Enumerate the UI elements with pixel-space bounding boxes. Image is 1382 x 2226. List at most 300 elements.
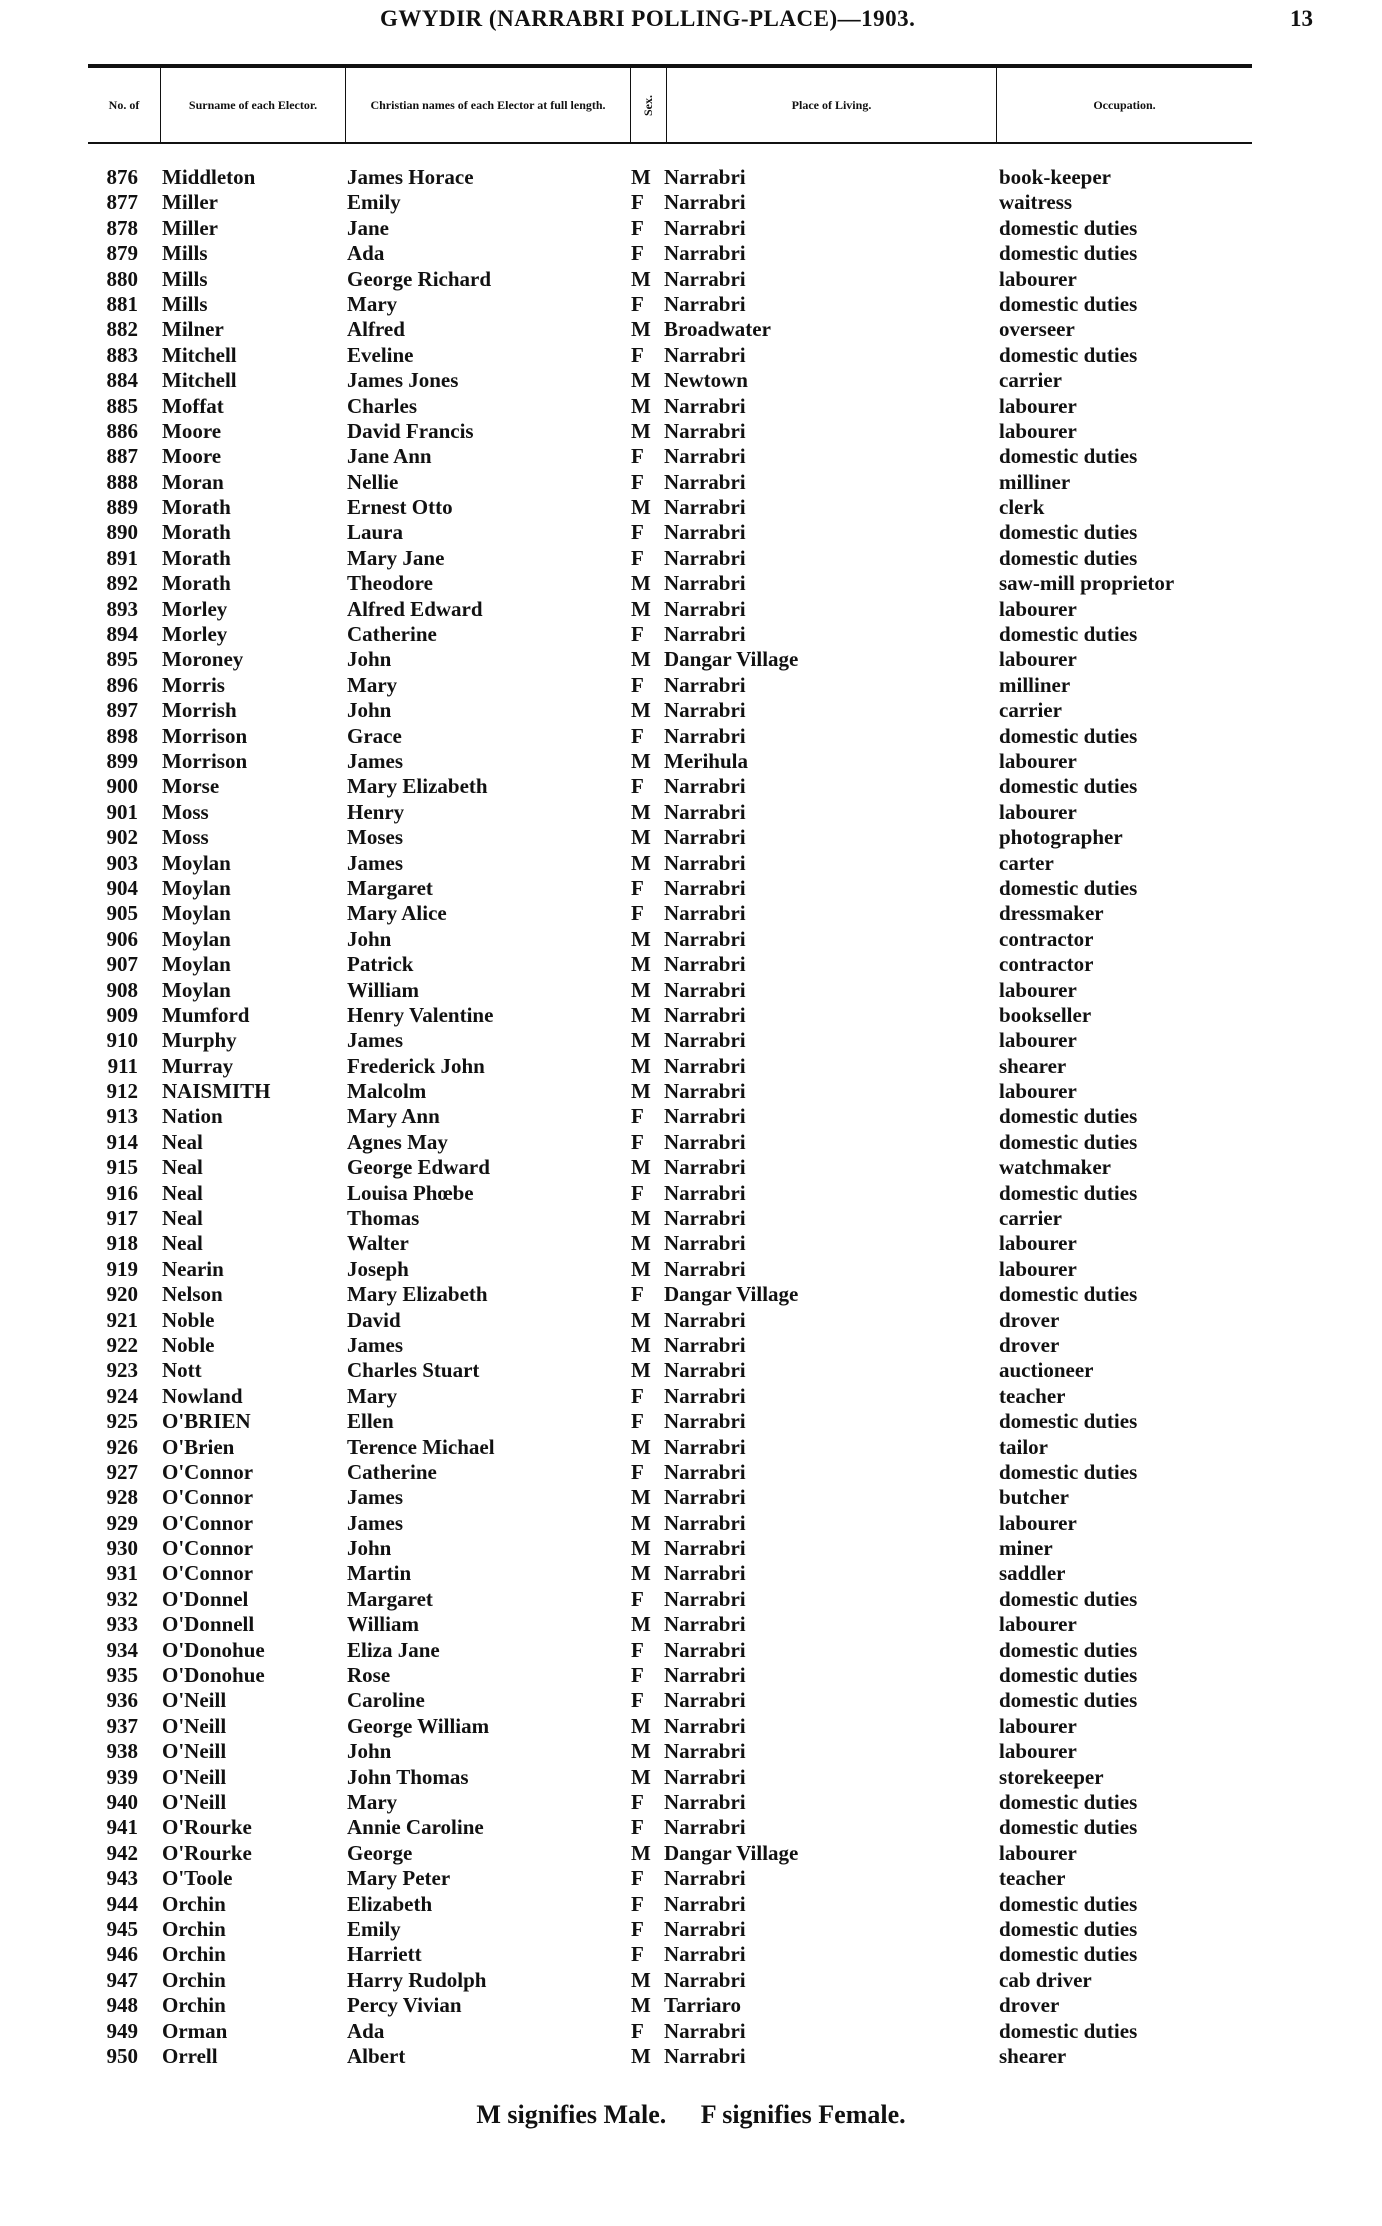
row-surname: Neal bbox=[162, 1155, 203, 1180]
row-number: 928 bbox=[106, 1485, 138, 1510]
row-place-of-living: Narrabri bbox=[664, 1790, 746, 1814]
row-place-of-living: Narrabri bbox=[664, 1206, 746, 1231]
column-header-occupation: Occupation. bbox=[996, 68, 1252, 142]
row-number: 934 bbox=[106, 1637, 138, 1662]
row-christian-names: John bbox=[347, 698, 392, 723]
row-number: 892 bbox=[106, 571, 138, 596]
row-place-of-living: Narrabri bbox=[664, 190, 746, 215]
row-sex: F bbox=[631, 1942, 644, 1967]
elector-row bbox=[0, 1485, 1382, 1510]
row-sex: F bbox=[631, 1815, 644, 1840]
row-christian-names: Terence Michael bbox=[347, 1434, 495, 1459]
row-christian-names: Nellie bbox=[347, 469, 399, 494]
row-surname: Moore bbox=[162, 444, 222, 469]
row-occupation: domestic duties bbox=[999, 1409, 1138, 1434]
elector-row bbox=[0, 1333, 1382, 1358]
row-surname: Mills bbox=[162, 266, 208, 291]
row-occupation: milliner bbox=[999, 672, 1071, 697]
row-number: 947 bbox=[106, 1967, 138, 1992]
elector-row bbox=[0, 1511, 1382, 1536]
row-sex: M bbox=[631, 165, 651, 189]
row-christian-names: Margaret bbox=[347, 875, 433, 900]
row-place-of-living: Narrabri bbox=[664, 215, 746, 240]
row-christian-names: Mary Ann bbox=[347, 1104, 440, 1129]
row-sex: M bbox=[631, 571, 651, 596]
row-occupation: domestic duties bbox=[999, 342, 1138, 367]
row-sex: M bbox=[631, 1561, 651, 1586]
row-christian-names: Jane Ann bbox=[347, 444, 432, 469]
row-christian-names: Harriett bbox=[347, 1942, 422, 1967]
row-number: 943 bbox=[106, 1866, 138, 1891]
row-occupation: auctioneer bbox=[999, 1358, 1094, 1383]
elector-row bbox=[0, 1003, 1382, 1028]
row-surname: O'Neill bbox=[162, 1713, 227, 1738]
row-surname: O'Donnell bbox=[162, 1612, 255, 1637]
row-surname: O'Connor bbox=[162, 1485, 254, 1510]
row-surname: Mitchell bbox=[162, 368, 237, 393]
row-occupation: shearer bbox=[999, 1053, 1067, 1078]
elector-row bbox=[0, 724, 1382, 749]
row-place-of-living: Narrabri bbox=[664, 291, 746, 316]
row-surname: Morley bbox=[162, 622, 228, 647]
row-christian-names: Mary Alice bbox=[347, 901, 447, 926]
row-place-of-living: Dangar Village bbox=[664, 647, 799, 672]
row-sex: F bbox=[631, 520, 644, 545]
row-christian-names: Alfred bbox=[347, 317, 405, 342]
row-occupation: domestic duties bbox=[999, 1815, 1138, 1840]
row-christian-names: Ellen bbox=[347, 1409, 394, 1434]
row-place-of-living: Narrabri bbox=[664, 1510, 746, 1535]
row-occupation: labourer bbox=[999, 1840, 1077, 1865]
row-sex: F bbox=[631, 875, 644, 900]
row-occupation: shearer bbox=[999, 2043, 1067, 2068]
row-number: 914 bbox=[106, 1129, 138, 1154]
elector-row bbox=[0, 1892, 1382, 1917]
row-place-of-living: Narrabri bbox=[664, 1459, 746, 1484]
row-sex: F bbox=[631, 1104, 644, 1129]
elector-row bbox=[0, 622, 1382, 647]
row-surname: Nott bbox=[162, 1358, 202, 1383]
row-occupation: domestic duties bbox=[999, 723, 1138, 748]
elector-row bbox=[0, 419, 1382, 444]
row-surname: Morrison bbox=[162, 748, 248, 773]
row-christian-names: Thomas bbox=[347, 1206, 420, 1231]
row-christian-names: David Francis bbox=[347, 418, 474, 443]
row-occupation: domestic duties bbox=[999, 774, 1138, 799]
row-number: 942 bbox=[106, 1840, 138, 1865]
row-surname: O'BRIEN bbox=[162, 1409, 251, 1434]
row-christian-names: George William bbox=[347, 1713, 490, 1738]
row-occupation: domestic duties bbox=[999, 520, 1138, 545]
row-christian-names: John Thomas bbox=[347, 1764, 469, 1789]
row-sex: F bbox=[631, 1459, 644, 1484]
row-number: 902 bbox=[106, 825, 138, 850]
row-occupation: domestic duties bbox=[999, 215, 1138, 240]
row-christian-names: Charles bbox=[347, 393, 417, 418]
row-christian-names: James bbox=[347, 1028, 403, 1053]
row-number: 919 bbox=[106, 1256, 138, 1281]
row-surname: O'Neill bbox=[162, 1790, 227, 1814]
row-place-of-living: Narrabri bbox=[664, 1002, 746, 1027]
elector-row bbox=[0, 1587, 1382, 1612]
row-place-of-living: Newtown bbox=[664, 368, 748, 393]
row-christian-names: Mary Peter bbox=[347, 1866, 451, 1891]
row-occupation: domestic duties bbox=[999, 1891, 1138, 1916]
row-occupation: domestic duties bbox=[999, 1459, 1138, 1484]
row-surname: Moore bbox=[162, 418, 222, 443]
row-occupation: labourer bbox=[999, 418, 1077, 443]
row-christian-names: Malcolm bbox=[347, 1079, 427, 1104]
elector-row bbox=[0, 597, 1382, 622]
elector-row bbox=[0, 520, 1382, 545]
row-number: 941 bbox=[106, 1815, 138, 1840]
row-surname: O'Neill bbox=[162, 1764, 227, 1789]
row-surname: Moylan bbox=[162, 901, 231, 926]
elector-row bbox=[0, 571, 1382, 596]
row-place-of-living: Narrabri bbox=[664, 672, 746, 697]
row-christian-names: Louisa Phœbe bbox=[347, 1180, 474, 1205]
row-surname: NAISMITH bbox=[162, 1079, 271, 1104]
row-number: 930 bbox=[106, 1536, 138, 1561]
row-number: 895 bbox=[106, 647, 138, 672]
row-occupation: domestic duties bbox=[999, 1790, 1138, 1814]
row-occupation: domestic duties bbox=[999, 1180, 1138, 1205]
elector-row bbox=[0, 1612, 1382, 1637]
row-place-of-living: Tarriaro bbox=[664, 1993, 741, 2018]
row-surname: Morrison bbox=[162, 723, 248, 748]
row-christian-names: Annie Caroline bbox=[347, 1815, 484, 1840]
row-sex: M bbox=[631, 647, 651, 672]
row-place-of-living: Narrabri bbox=[664, 495, 746, 520]
row-sex: F bbox=[631, 1790, 644, 1814]
row-occupation: drover bbox=[999, 1332, 1060, 1357]
row-occupation: domestic duties bbox=[999, 291, 1138, 316]
row-christian-names: James Horace bbox=[347, 165, 474, 189]
row-christian-names: James bbox=[347, 1510, 403, 1535]
row-number: 912 bbox=[106, 1079, 138, 1104]
row-number: 896 bbox=[106, 672, 138, 697]
row-occupation: teacher bbox=[999, 1383, 1066, 1408]
row-surname: O'Rourke bbox=[162, 1840, 252, 1865]
elector-row bbox=[0, 368, 1382, 393]
row-number: 933 bbox=[106, 1612, 138, 1637]
row-number: 926 bbox=[106, 1434, 138, 1459]
row-number: 889 bbox=[106, 495, 138, 520]
row-sex: M bbox=[631, 1002, 651, 1027]
row-number: 927 bbox=[106, 1459, 138, 1484]
row-sex: F bbox=[631, 1409, 644, 1434]
row-number: 910 bbox=[106, 1028, 138, 1053]
page-header bbox=[0, 6, 1382, 36]
row-christian-names: Jane bbox=[347, 215, 389, 240]
row-sex: M bbox=[631, 317, 651, 342]
row-number: 918 bbox=[106, 1231, 138, 1256]
row-surname: O'Neill bbox=[162, 1739, 227, 1764]
elector-row bbox=[0, 1714, 1382, 1739]
elector-row bbox=[0, 952, 1382, 977]
row-surname: Orchin bbox=[162, 1942, 226, 1967]
page-title: GWYDIR (NARRABRI POLLING-PLACE)—1903. bbox=[380, 6, 916, 31]
elector-row bbox=[0, 1561, 1382, 1586]
row-occupation: photographer bbox=[999, 825, 1123, 850]
row-number: 884 bbox=[106, 368, 138, 393]
row-sex: M bbox=[631, 799, 651, 824]
row-occupation: labourer bbox=[999, 1256, 1077, 1281]
row-christian-names: Henry Valentine bbox=[347, 1002, 494, 1027]
row-place-of-living: Narrabri bbox=[664, 342, 746, 367]
row-place-of-living: Narrabri bbox=[664, 266, 746, 291]
elector-row bbox=[0, 1181, 1382, 1206]
row-place-of-living: Narrabri bbox=[664, 1129, 746, 1154]
row-surname: Orchin bbox=[162, 1993, 226, 2018]
row-occupation: domestic duties bbox=[999, 1637, 1138, 1662]
row-place-of-living: Narrabri bbox=[664, 799, 746, 824]
row-surname: Orchin bbox=[162, 1916, 226, 1941]
row-surname: Nearin bbox=[162, 1256, 224, 1281]
row-sex: M bbox=[631, 1307, 651, 1332]
row-occupation: labourer bbox=[999, 1510, 1077, 1535]
row-place-of-living: Narrabri bbox=[664, 1561, 746, 1586]
elector-row bbox=[0, 470, 1382, 495]
row-christian-names: Theodore bbox=[347, 571, 433, 596]
row-sex: M bbox=[631, 266, 651, 291]
row-occupation: butcher bbox=[999, 1485, 1069, 1510]
row-christian-names: Mary Elizabeth bbox=[347, 1282, 488, 1307]
row-christian-names: Mary bbox=[347, 1383, 398, 1408]
row-number: 904 bbox=[106, 875, 138, 900]
row-christian-names: Rose bbox=[347, 1663, 391, 1688]
row-place-of-living: Merihula bbox=[664, 748, 748, 773]
row-place-of-living: Narrabri bbox=[664, 1536, 746, 1561]
row-sex: F bbox=[631, 1891, 644, 1916]
row-surname: O'Connor bbox=[162, 1510, 254, 1535]
row-occupation: tailor bbox=[999, 1434, 1048, 1459]
row-sex: M bbox=[631, 418, 651, 443]
row-number: 938 bbox=[106, 1739, 138, 1764]
row-place-of-living: Narrabri bbox=[664, 1307, 746, 1332]
row-sex: F bbox=[631, 622, 644, 647]
elector-row bbox=[0, 800, 1382, 825]
row-number: 925 bbox=[106, 1409, 138, 1434]
row-surname: Mumford bbox=[162, 1002, 250, 1027]
elector-row bbox=[0, 2044, 1382, 2069]
row-christian-names: Mary bbox=[347, 291, 398, 316]
elector-row bbox=[0, 1435, 1382, 1460]
row-sex: F bbox=[631, 215, 644, 240]
row-surname: Moylan bbox=[162, 977, 231, 1002]
row-surname: Noble bbox=[162, 1307, 215, 1332]
row-place-of-living: Narrabri bbox=[664, 774, 746, 799]
elector-row bbox=[0, 1663, 1382, 1688]
row-number: 915 bbox=[106, 1155, 138, 1180]
row-christian-names: Elizabeth bbox=[347, 1891, 433, 1916]
row-occupation: saw-mill proprietor bbox=[999, 571, 1175, 596]
row-place-of-living: Narrabri bbox=[664, 165, 746, 189]
elector-row bbox=[0, 1638, 1382, 1663]
row-sex: F bbox=[631, 1586, 644, 1611]
row-sex: M bbox=[631, 1332, 651, 1357]
row-place-of-living: Narrabri bbox=[664, 1485, 746, 1510]
row-occupation: clerk bbox=[999, 495, 1045, 520]
row-number: 878 bbox=[106, 215, 138, 240]
row-sex: F bbox=[631, 1637, 644, 1662]
row-sex: M bbox=[631, 825, 651, 850]
row-place-of-living: Narrabri bbox=[664, 723, 746, 748]
row-surname: Morath bbox=[162, 545, 231, 570]
row-occupation: overseer bbox=[999, 317, 1075, 342]
row-surname: Neal bbox=[162, 1231, 203, 1256]
row-christian-names: James bbox=[347, 1485, 403, 1510]
elector-row bbox=[0, 241, 1382, 266]
row-occupation: domestic duties bbox=[999, 241, 1138, 266]
elector-row bbox=[0, 1358, 1382, 1383]
row-sex: M bbox=[631, 1256, 651, 1281]
elector-row bbox=[0, 1739, 1382, 1764]
elector-row bbox=[0, 1257, 1382, 1282]
elector-row bbox=[0, 774, 1382, 799]
row-occupation: labourer bbox=[999, 1028, 1077, 1053]
row-occupation: domestic duties bbox=[999, 1942, 1138, 1967]
row-number: 908 bbox=[106, 977, 138, 1002]
row-surname: Moylan bbox=[162, 926, 231, 951]
row-christian-names: David bbox=[347, 1307, 401, 1332]
row-sex: M bbox=[631, 1993, 651, 2018]
row-place-of-living: Narrabri bbox=[664, 469, 746, 494]
row-surname: Morath bbox=[162, 571, 231, 596]
row-place-of-living: Narrabri bbox=[664, 1815, 746, 1840]
row-sex: F bbox=[631, 469, 644, 494]
footnote-female: F signifies Female. bbox=[700, 2100, 906, 2129]
elector-row bbox=[0, 1308, 1382, 1333]
row-place-of-living: Narrabri bbox=[664, 1967, 746, 1992]
row-sex: M bbox=[631, 1053, 651, 1078]
row-number: 906 bbox=[106, 926, 138, 951]
row-number: 882 bbox=[106, 317, 138, 342]
elector-row bbox=[0, 546, 1382, 571]
row-place-of-living: Dangar Village bbox=[664, 1282, 799, 1307]
row-number: 877 bbox=[106, 190, 138, 215]
row-place-of-living: Narrabri bbox=[664, 825, 746, 850]
row-occupation: labourer bbox=[999, 1739, 1077, 1764]
row-surname: Morath bbox=[162, 495, 231, 520]
row-place-of-living: Narrabri bbox=[664, 2018, 746, 2043]
elector-row bbox=[0, 1968, 1382, 1993]
elector-row bbox=[0, 190, 1382, 215]
row-surname: Neal bbox=[162, 1180, 203, 1205]
column-headers bbox=[88, 64, 1252, 144]
elector-row bbox=[0, 1460, 1382, 1485]
row-number: 929 bbox=[106, 1510, 138, 1535]
row-number: 944 bbox=[106, 1891, 138, 1916]
row-christian-names: Emily bbox=[347, 1916, 401, 1941]
row-place-of-living: Narrabri bbox=[664, 1434, 746, 1459]
elector-row bbox=[0, 1790, 1382, 1815]
row-sex: M bbox=[631, 1358, 651, 1383]
row-number: 907 bbox=[106, 952, 138, 977]
row-number: 922 bbox=[106, 1332, 138, 1357]
row-place-of-living: Narrabri bbox=[664, 622, 746, 647]
row-place-of-living: Narrabri bbox=[664, 571, 746, 596]
row-christian-names: Laura bbox=[347, 520, 404, 545]
row-occupation: teacher bbox=[999, 1866, 1066, 1891]
row-sex: F bbox=[631, 1180, 644, 1205]
elector-row bbox=[0, 394, 1382, 419]
row-number: 900 bbox=[106, 774, 138, 799]
row-sex: M bbox=[631, 952, 651, 977]
row-number: 887 bbox=[106, 444, 138, 469]
row-christian-names: Walter bbox=[347, 1231, 409, 1256]
elector-row bbox=[0, 1942, 1382, 1967]
row-place-of-living: Narrabri bbox=[664, 1942, 746, 1967]
row-christian-names: Mary Jane bbox=[347, 545, 445, 570]
row-number: 935 bbox=[106, 1663, 138, 1688]
row-christian-names: Ada bbox=[347, 2018, 385, 2043]
elector-row bbox=[0, 444, 1382, 469]
row-place-of-living: Broadwater bbox=[664, 317, 771, 342]
row-sex: F bbox=[631, 190, 644, 215]
row-number: 903 bbox=[106, 850, 138, 875]
row-christian-names: Ada bbox=[347, 241, 385, 266]
row-sex: F bbox=[631, 1688, 644, 1713]
column-header-christian-names: Christian names of each Elector at full length. bbox=[345, 68, 630, 142]
row-number: 950 bbox=[106, 2043, 138, 2068]
row-place-of-living: Narrabri bbox=[664, 1104, 746, 1129]
row-surname: O'Donnel bbox=[162, 1586, 249, 1611]
row-place-of-living: Narrabri bbox=[664, 1053, 746, 1078]
row-place-of-living: Narrabri bbox=[664, 596, 746, 621]
row-surname: Morath bbox=[162, 520, 231, 545]
row-number: 876 bbox=[106, 165, 138, 189]
row-place-of-living: Narrabri bbox=[664, 1866, 746, 1891]
row-place-of-living: Narrabri bbox=[664, 952, 746, 977]
column-header-surname: Surname of each Elector. bbox=[160, 68, 345, 142]
row-place-of-living: Narrabri bbox=[664, 1637, 746, 1662]
row-sex: M bbox=[631, 1713, 651, 1738]
elector-row bbox=[0, 216, 1382, 241]
elector-row bbox=[0, 1231, 1382, 1256]
row-christian-names: Henry bbox=[347, 799, 405, 824]
elector-row bbox=[0, 1282, 1382, 1307]
row-occupation: bookseller bbox=[999, 1002, 1092, 1027]
row-sex: M bbox=[631, 1536, 651, 1561]
row-number: 897 bbox=[106, 698, 138, 723]
row-place-of-living: Narrabri bbox=[664, 520, 746, 545]
row-number: 931 bbox=[106, 1561, 138, 1586]
row-surname: Morse bbox=[162, 774, 220, 799]
elector-row bbox=[0, 1104, 1382, 1129]
elector-row bbox=[0, 1841, 1382, 1866]
column-header-place-of-living: Place of Living. bbox=[666, 68, 996, 142]
row-occupation: domestic duties bbox=[999, 622, 1138, 647]
row-sex: M bbox=[631, 1028, 651, 1053]
elector-row bbox=[0, 317, 1382, 342]
row-christian-names: Eveline bbox=[347, 342, 414, 367]
elector-row bbox=[0, 1054, 1382, 1079]
elector-row bbox=[0, 1409, 1382, 1434]
row-surname: Nelson bbox=[162, 1282, 223, 1307]
row-sex: M bbox=[631, 368, 651, 393]
column-header-no: No. of bbox=[108, 97, 140, 112]
row-christian-names: Catherine bbox=[347, 622, 437, 647]
row-sex: F bbox=[631, 901, 644, 926]
row-place-of-living: Narrabri bbox=[664, 1612, 746, 1637]
row-surname: O'Neill bbox=[162, 1688, 227, 1713]
row-occupation: drover bbox=[999, 1993, 1060, 2018]
row-occupation: labourer bbox=[999, 799, 1077, 824]
elector-row bbox=[0, 673, 1382, 698]
row-sex: F bbox=[631, 774, 644, 799]
row-number: 946 bbox=[106, 1942, 138, 1967]
